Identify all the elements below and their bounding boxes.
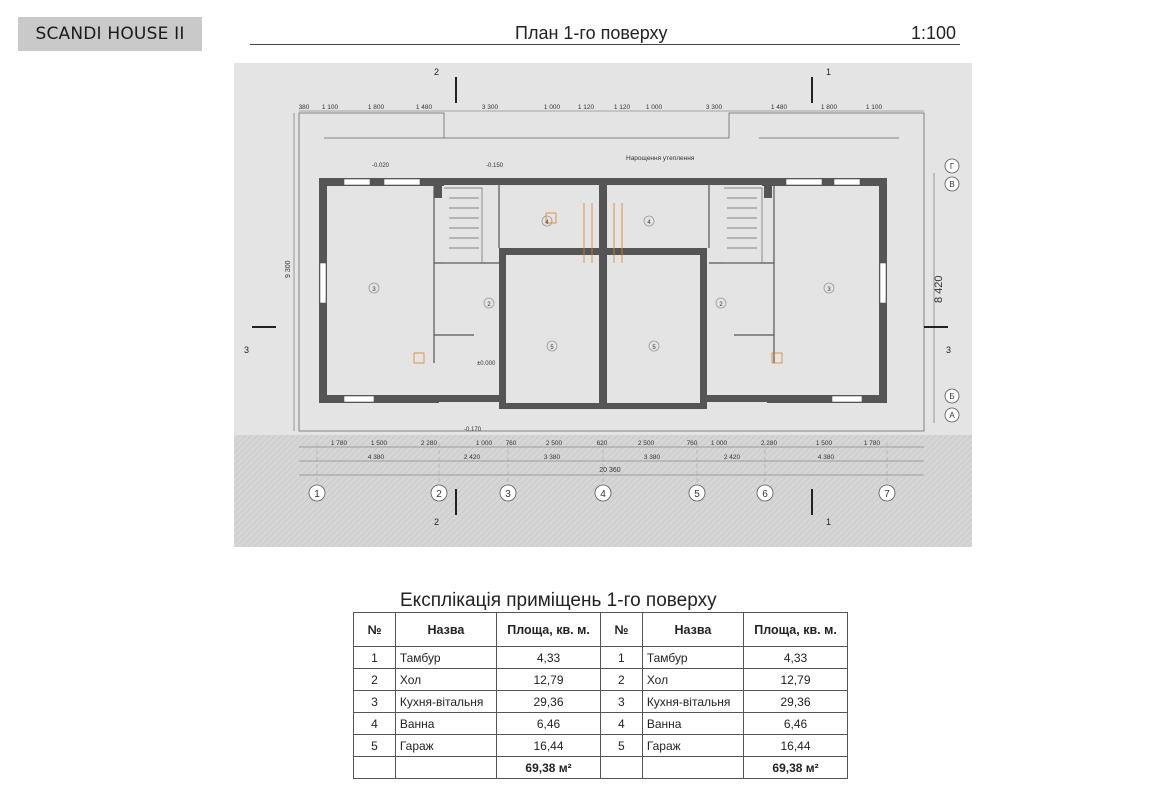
room-name: Хол: [395, 669, 496, 691]
axis-label: 7: [884, 489, 890, 500]
room-area: 12,79: [497, 669, 601, 691]
room-area: 4,33: [497, 647, 601, 669]
room-area-2: 29,36: [744, 691, 848, 713]
total-blank-n-2: [600, 757, 642, 779]
room-name-2: Кухня-вітальня: [642, 691, 743, 713]
total-area: 69,38 м²: [497, 757, 601, 779]
row-label: Б: [949, 392, 955, 401]
top-dim-label: 1 000: [543, 104, 561, 111]
floor-plan-svg: [234, 63, 972, 547]
section-label-2-top: 2: [434, 67, 440, 77]
room-number-label: 3: [827, 287, 831, 293]
project-badge: [18, 17, 202, 51]
row-number-2: 1: [600, 647, 642, 669]
room-name: Гараж: [395, 735, 496, 757]
room-number-label: 4: [545, 220, 549, 226]
plan-header: [250, 22, 960, 45]
room-name-2: Ванна: [642, 713, 743, 735]
overall-dimension: 20 360: [599, 467, 621, 474]
row-number: 1: [354, 647, 396, 669]
project-title: SCANDI HOUSE II: [35, 24, 185, 44]
top-dim-label: 1 480: [770, 104, 788, 111]
row-number: 3: [354, 691, 396, 713]
total-blank-name: [395, 757, 496, 779]
explication-body: [354, 647, 848, 779]
explication-title: Експлікація приміщень 1-го поверху: [400, 590, 717, 611]
axis-label: 6: [762, 489, 768, 500]
table-header-row: [354, 613, 848, 647]
section-label-2-bottom: 2: [434, 517, 440, 527]
bottom-dim-label: 3 380: [543, 454, 561, 461]
room-name-2: Тамбур: [642, 647, 743, 669]
top-dim-label: 1 800: [367, 104, 385, 111]
bottom-dim-label: 4 380: [367, 454, 385, 461]
bottom-dim-label: 1 780: [863, 440, 881, 447]
col-name: Назва: [395, 613, 496, 647]
bottom-dim-label: 4 380: [817, 454, 835, 461]
bottom-dim-label: 1 780: [330, 440, 348, 447]
table-row: [354, 669, 848, 691]
level-mark-4: ±0.000: [477, 361, 496, 367]
top-dim-label: 1 120: [613, 104, 631, 111]
table-row: [354, 647, 848, 669]
room-area: 16,44: [497, 735, 601, 757]
exterior-walls: [319, 178, 887, 409]
bottom-dim-label: 1 500: [370, 440, 388, 447]
insulation-note: Нарощення утеплення: [626, 155, 695, 162]
bottom-dim-label: 760: [686, 440, 698, 447]
room-area-2: 6,46: [744, 713, 848, 735]
top-dim-label: 1 100: [321, 104, 339, 111]
total-blank-name-2: [642, 757, 743, 779]
bottom-dim-label: 1 000: [475, 440, 493, 447]
bottom-dim-label: 760: [505, 440, 517, 447]
utility-marks: [414, 203, 782, 363]
bottom-dim-label: 2 420: [723, 454, 741, 461]
terrace-outline: [299, 113, 924, 431]
col-name-2: Назва: [642, 613, 743, 647]
top-dim-label: 3 300: [705, 104, 723, 111]
top-dim-label: 1 120: [577, 104, 595, 111]
top-dim-label: 1 480: [415, 104, 433, 111]
room-area-2: 12,79: [744, 669, 848, 691]
bottom-dim-label: 3 380: [643, 454, 661, 461]
explication-table: [353, 612, 848, 779]
row-number: 5: [354, 735, 396, 757]
room-name: Кухня-вітальня: [395, 691, 496, 713]
col-area-2: Площа, кв. м.: [744, 613, 848, 647]
col-number: №: [354, 613, 396, 647]
left-outer-dimension: 9 300: [285, 260, 292, 278]
level-mark-3: -0.170: [464, 427, 482, 433]
level-mark-1: -0.020: [372, 163, 390, 169]
row-number: 2: [354, 669, 396, 691]
room-area: 29,36: [497, 691, 601, 713]
row-label: В: [949, 180, 955, 189]
row-number-2: 3: [600, 691, 642, 713]
col-area: Площа, кв. м.: [497, 613, 601, 647]
axis-label: 3: [505, 489, 511, 500]
room-name: Ванна: [395, 713, 496, 735]
bottom-dim-label: 2 420: [463, 454, 481, 461]
total-area-2: 69,38 м²: [744, 757, 848, 779]
section-label-1-top: 1: [826, 67, 832, 77]
room-area-2: 16,44: [744, 735, 848, 757]
bottom-dim-label: 620: [596, 440, 608, 447]
level-mark-2: -0.150: [486, 163, 504, 169]
room-number-label: 3: [372, 287, 376, 293]
bottom-dim-label: 2 500: [545, 440, 563, 447]
total-blank-n: [354, 757, 396, 779]
table-row: [354, 713, 848, 735]
table-row: [354, 691, 848, 713]
side-dimension: 8 420: [933, 275, 945, 303]
row-number-2: 2: [600, 669, 642, 691]
top-dim-label: 3 300: [481, 104, 499, 111]
room-number-label: 5: [550, 345, 554, 351]
section-label-1-bottom: 1: [826, 517, 832, 527]
bottom-dim-label: 2 500: [637, 440, 655, 447]
plan-scale: 1:100: [910, 23, 956, 43]
room-area: 6,46: [497, 713, 601, 735]
section-label-3-left: 3: [244, 345, 250, 355]
plan-title: План 1-го поверху: [515, 23, 668, 43]
room-number-label: 2: [487, 302, 491, 308]
bottom-dim-label: 1 500: [815, 440, 833, 447]
dimension-lines: [294, 111, 934, 475]
floor-plan-drawing: [234, 63, 972, 547]
axis-label: 2: [436, 489, 442, 500]
room-area-2: 4,33: [744, 647, 848, 669]
top-dim-label: 1 800: [820, 104, 838, 111]
section-label-3-right: 3: [946, 345, 952, 355]
room-number-label: 5: [652, 345, 656, 351]
row-number-2: 5: [600, 735, 642, 757]
top-dim-label: 380: [298, 104, 310, 111]
axis-label: 5: [694, 489, 700, 500]
bottom-dim-label: 2 280: [760, 440, 778, 447]
total-row: [354, 757, 848, 779]
bottom-dim-label: 2 280: [420, 440, 438, 447]
room-name-2: Хол: [642, 669, 743, 691]
grid-row-bubbles: [945, 159, 959, 422]
row-label: А: [949, 411, 955, 420]
axis-label: 4: [600, 489, 606, 500]
row-number: 4: [354, 713, 396, 735]
row-number-2: 4: [600, 713, 642, 735]
room-number-label: 2: [719, 302, 723, 308]
room-name-2: Гараж: [642, 735, 743, 757]
top-dimensions: [299, 104, 883, 111]
axis-label: 1: [314, 489, 320, 500]
bottom-dim-label: 1 000: [710, 440, 728, 447]
top-dim-label: 1 100: [865, 104, 883, 111]
room-number-label: 4: [647, 220, 651, 226]
col-number-2: №: [600, 613, 642, 647]
table-row: [354, 735, 848, 757]
top-dim-label: 1 000: [645, 104, 663, 111]
row-label: Г: [949, 162, 955, 171]
room-name: Тамбур: [395, 647, 496, 669]
